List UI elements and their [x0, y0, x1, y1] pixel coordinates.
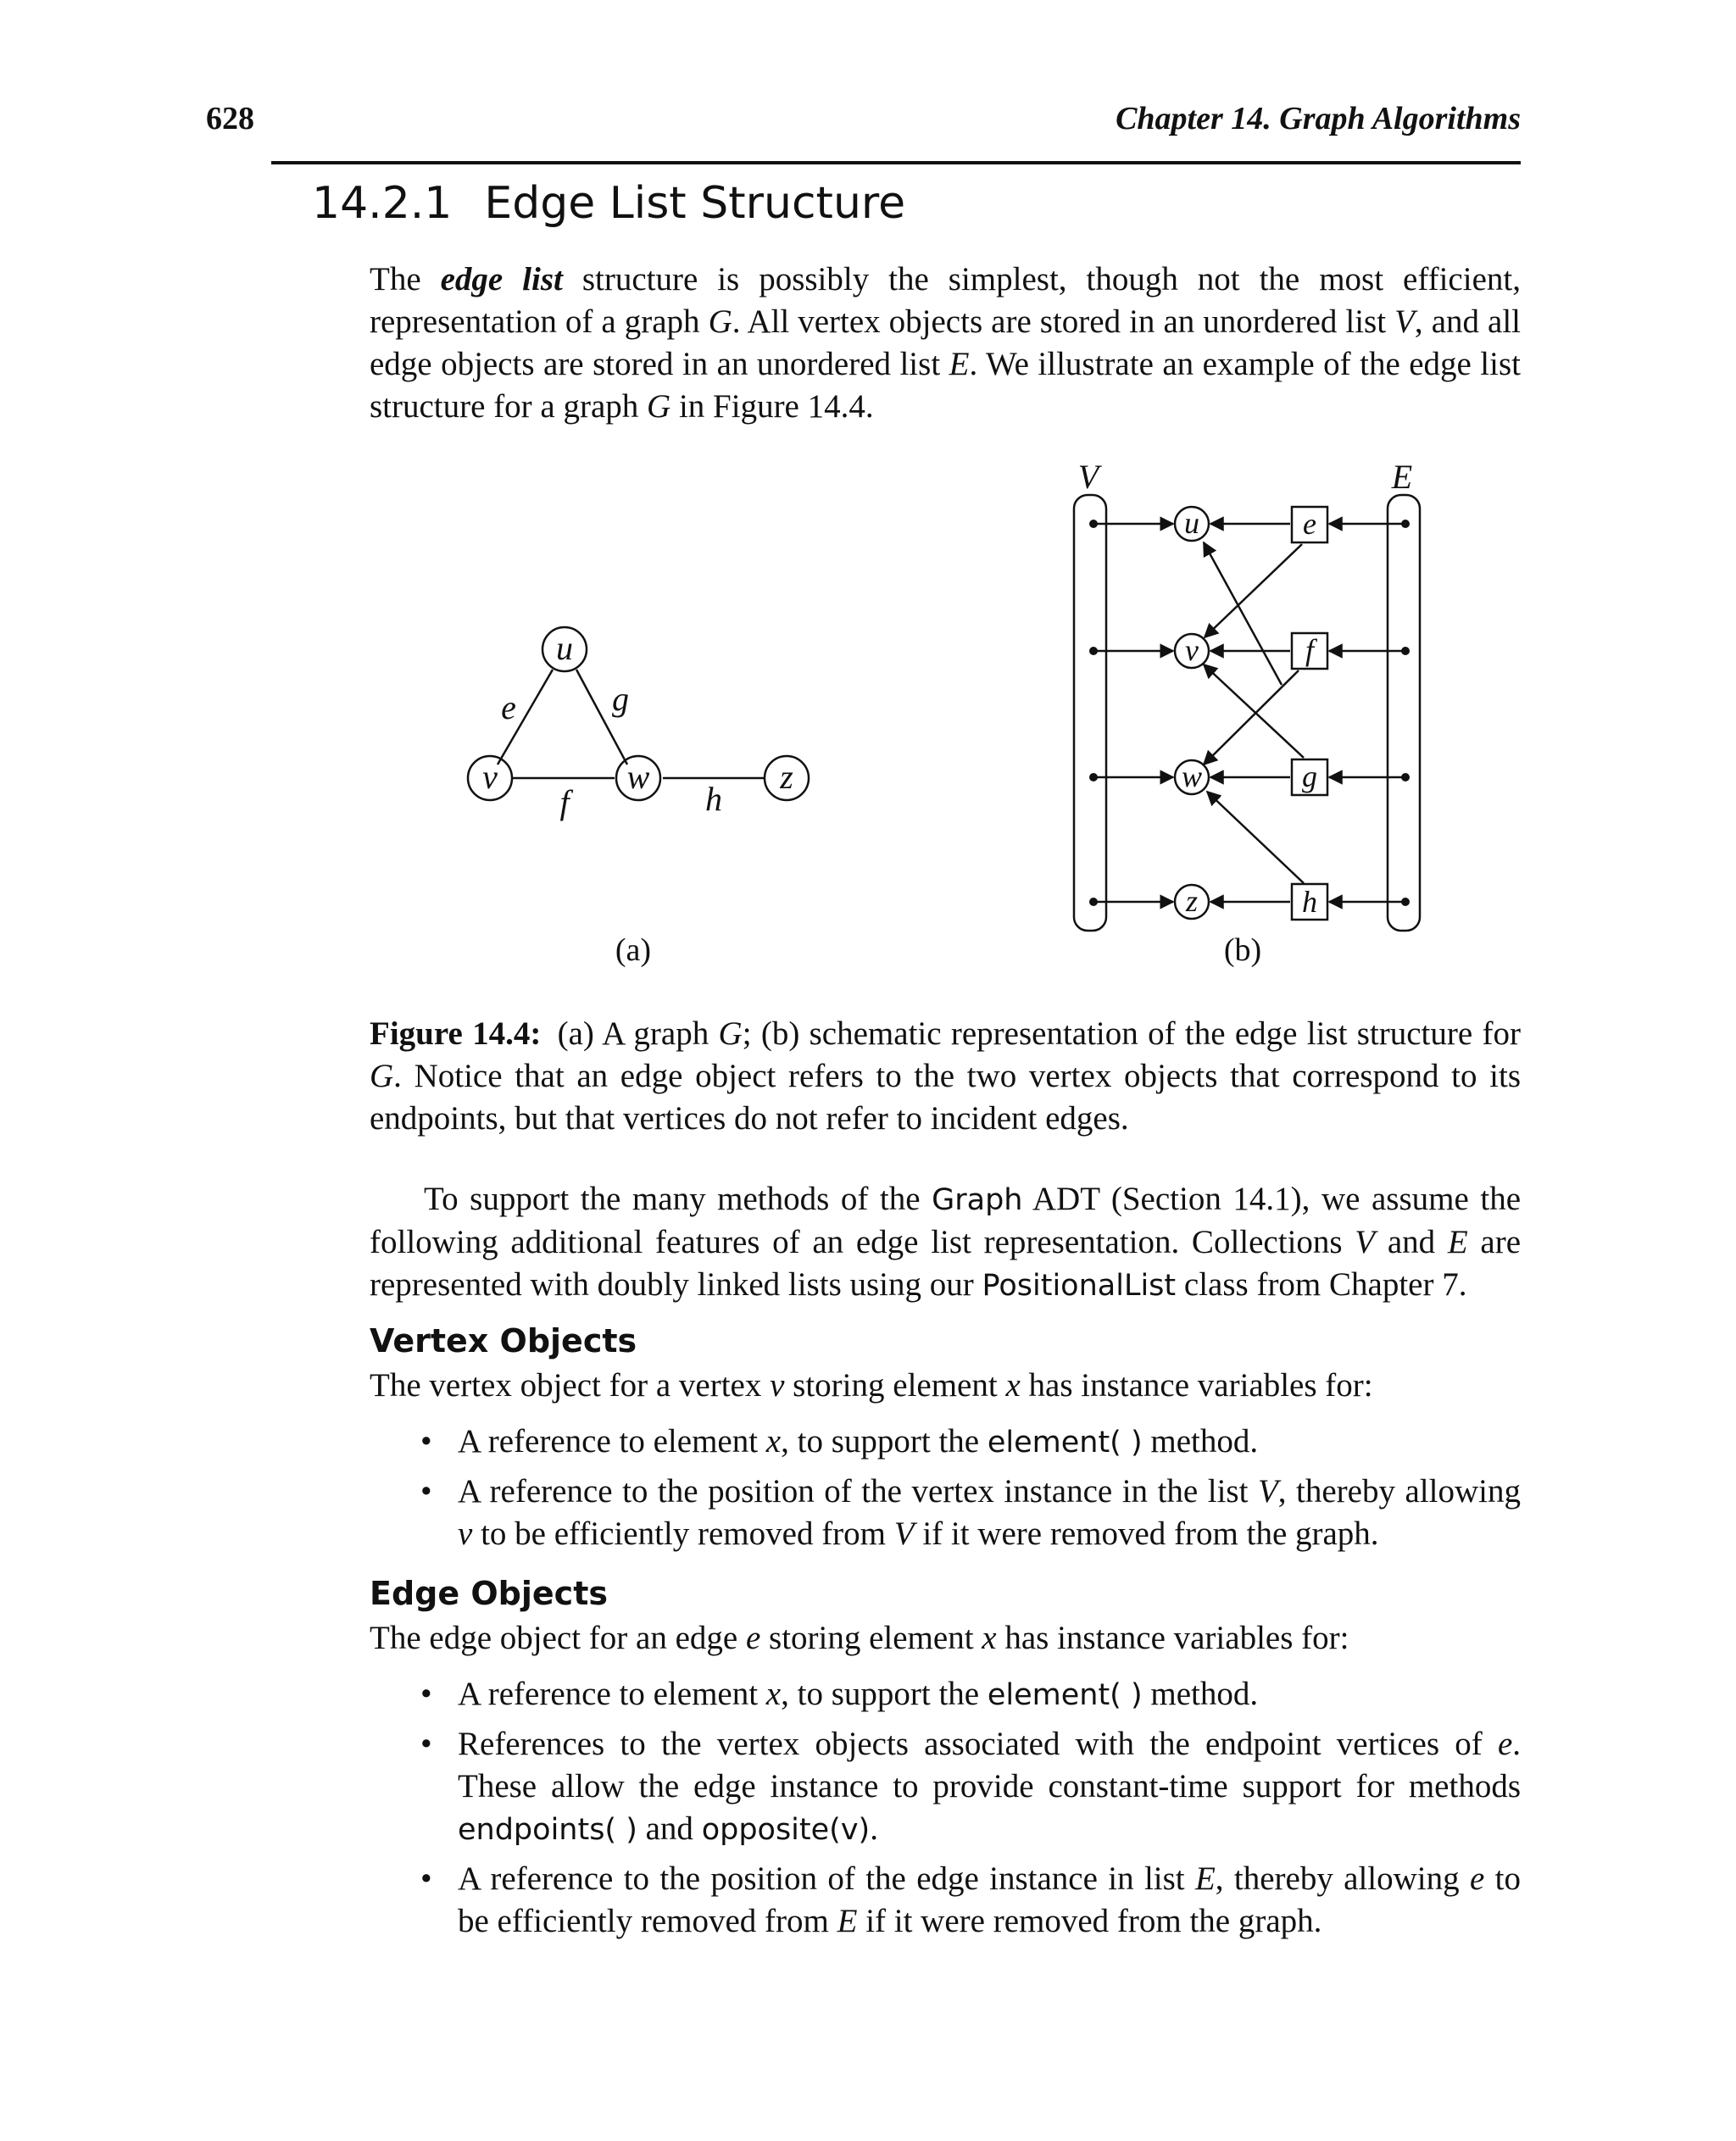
graph-a-edge-label-g: g: [612, 680, 629, 718]
vertex-objects-list: [420, 1421, 1521, 1562]
list-e-container: [1388, 495, 1420, 931]
page-number: 628: [206, 101, 254, 136]
edge-objects-list: [420, 1673, 1521, 1949]
ref-g-v: [1204, 665, 1304, 758]
section-number: 14.2.1: [312, 178, 453, 229]
vertex-object-label-z: z: [1185, 884, 1199, 918]
ref-e-v: [1205, 544, 1302, 637]
edge-object-label-e: e: [1303, 507, 1316, 541]
list-item: • A reference to element x, to support the element( ) method.: [420, 1421, 1521, 1464]
edge-object-label-h: h: [1302, 885, 1317, 919]
vertex-object-label-u: u: [1184, 506, 1199, 540]
figure-14-4: [0, 0, 1736, 1000]
support-paragraph: To support the many methods of the Graph ADT (Section 14.1), we assume the following additional features of an edge list representation. Collections V and E are represented with doubly linked lists using our PositionalList class from Chapter 7.: [370, 1181, 1522, 1303]
vertex-object-label-v: v: [1185, 633, 1199, 667]
graph-a-edge-label-e: e: [501, 688, 516, 726]
intro-paragraph: The edge list structure is possibly the simplest, though not the most efficient, representation of a graph G. All vertex objects are stored in an unordered list V, and all edge objects are stored in an unordered list E. We illustrate an example of the edge list structure for a graph G in Figure 14.4.: [370, 261, 1521, 425]
vertex-object-label-w: w: [1181, 759, 1203, 793]
list-v-container: [1074, 495, 1106, 931]
term-edge-list: edge list: [440, 261, 563, 298]
list-item: • A reference to the position of the edge instance in list E, thereby allowing e to be efficiently removed from E if it were removed from the graph.: [420, 1858, 1521, 1943]
ref-f-w: [1204, 670, 1299, 765]
graph-a-label-z: z: [780, 758, 793, 796]
vertex-objects-heading: Vertex Objects: [370, 1322, 637, 1360]
edge-objects-heading: Edge Objects: [370, 1575, 608, 1612]
list-item: • A reference to element x, to support the element( ) method.: [420, 1673, 1521, 1716]
ref-h-w: [1207, 792, 1304, 883]
running-head: Chapter 14. Graph Algorithms: [1116, 101, 1521, 136]
sublabel-b: (b): [1223, 932, 1262, 968]
list-e-label: E: [1391, 458, 1413, 496]
caption-label: Figure 14.4:: [370, 1015, 542, 1052]
edge-object-label-f: f: [1305, 633, 1315, 667]
graph-a-edge-label-h: h: [705, 780, 722, 818]
graph-a-label-u: u: [556, 629, 573, 667]
list-item: • A reference to the position of the vertex instance in the list V, thereby allowing v to be efficiently removed from V if it were removed from the graph.: [420, 1471, 1521, 1555]
graph-a-label-v: v: [482, 758, 498, 796]
ref-f-u: [1204, 542, 1282, 685]
edge-object-label-g: g: [1302, 759, 1317, 793]
graph-a-label-w: w: [626, 758, 650, 796]
graph-a-edge-label-f: f: [559, 783, 570, 821]
figure-caption: Figure 14.4: (a) A graph G; (b) schematic representation of the edge list structure for G. Notice that an edge object refers to the two vertex objects that correspond to its endpoints, but that vertices do not refer to incident edges.: [370, 1015, 1521, 1137]
edge-objects-intro: The edge object for an edge e storing element x has instance variables for:: [370, 1620, 1349, 1656]
list-v-label: V: [1077, 458, 1099, 496]
vertex-objects-intro: The vertex object for a vertex v storing element x has instance variables for:: [370, 1367, 1373, 1404]
sublabel-a: (a): [615, 932, 652, 968]
list-item: • References to the vertex objects associated with the endpoint vertices of e. These allow the edge instance to provide constant-time support for methods endpoints( ) and opposite(v).: [420, 1723, 1521, 1851]
section-title-text: Edge List Structure: [484, 178, 906, 229]
